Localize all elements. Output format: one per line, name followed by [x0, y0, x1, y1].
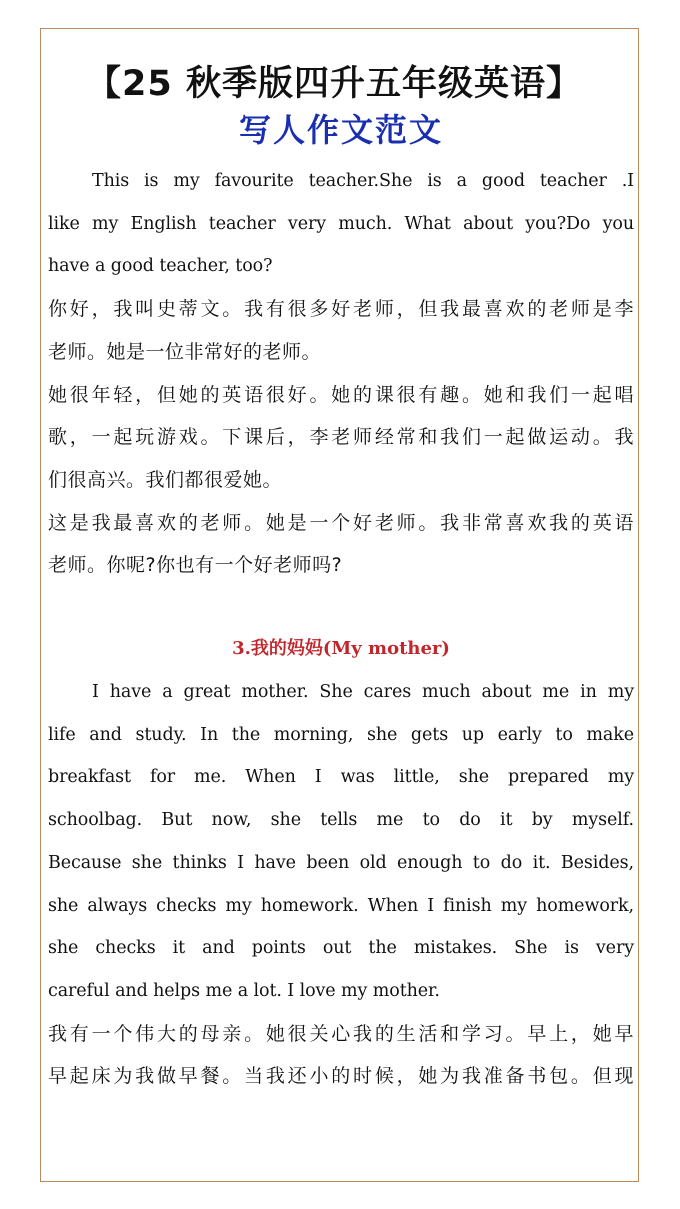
- essay1-chinese-paragraph: [48, 288, 634, 587]
- essay1-english-line: This is my favourite teacher.She is a good teacher .I: [92, 171, 634, 191]
- essay1-chinese-line: 她很年轻，但她的英语很好。她的课很有趣。她和我们一起唱: [48, 383, 634, 406]
- essay2-chinese-paragraph: [48, 1013, 634, 1098]
- essay1-chinese-line: 老师。你呢?你也有一个好老师吗?: [48, 554, 343, 577]
- essay1-chinese-line: 这是我最喜欢的老师。她是一个好老师。我非常喜欢我的英语: [48, 511, 634, 534]
- essay2-english-line: Because she thinks I have been old enough to do it. Besides,: [48, 852, 634, 873]
- essay1-chinese-line: 老师。她是一位非常好的老师。: [48, 340, 322, 363]
- essay2-english-line: breakfast for me. When I was little, she prepared my: [48, 767, 634, 788]
- document-body: [48, 60, 634, 1098]
- essay1-chinese-line: 们很高兴。我们都很爱她。: [48, 468, 283, 491]
- section-heading: 3.我的妈妈(My mother): [232, 638, 450, 660]
- essay2-english-line: careful and helps me a lot. I love my mother.: [48, 980, 440, 1001]
- essay2-english-line: I have a great mother. She cares much about me in my: [92, 682, 634, 703]
- essay1-chinese-line: 你好，我叫史蒂文。我有很多好老师，但我最喜欢的老师是李: [48, 298, 634, 321]
- essay2-english-line: she always checks my homework. When I finish my homework,: [48, 895, 634, 916]
- page-title: 【25 秋季版四升五年级英语】: [86, 64, 582, 104]
- essay1-chinese-line: 歌，一起玩游戏。下课后，李老师经常和我们一起做运动。我: [48, 426, 634, 449]
- essay1-english-line: have a good teacher, too?: [48, 256, 273, 277]
- essay1-english-paragraph: [48, 160, 634, 288]
- essay2-chinese-line: 我有一个伟大的母亲。她很关心我的生活和学习。早上，她早: [48, 1022, 634, 1045]
- essay2-english-paragraph: [48, 671, 634, 1013]
- essay2-chinese-line: 早起床为我做早餐。当我还小的时候，她为我准备书包。但现: [48, 1065, 634, 1088]
- section-spacer: [48, 587, 634, 627]
- page-subtitle: 写人作文范文: [238, 111, 443, 149]
- essay2-english-line: schoolbag. But now, she tells me to do it by myself.: [48, 810, 634, 831]
- essay1-english-line: like my English teacher very much. What about you?Do you: [48, 213, 634, 234]
- essay2-english-line: she checks it and points out the mistakes. She is very: [48, 938, 634, 959]
- essay2-english-line: life and study. In the morning, she gets up early to make: [48, 724, 634, 745]
